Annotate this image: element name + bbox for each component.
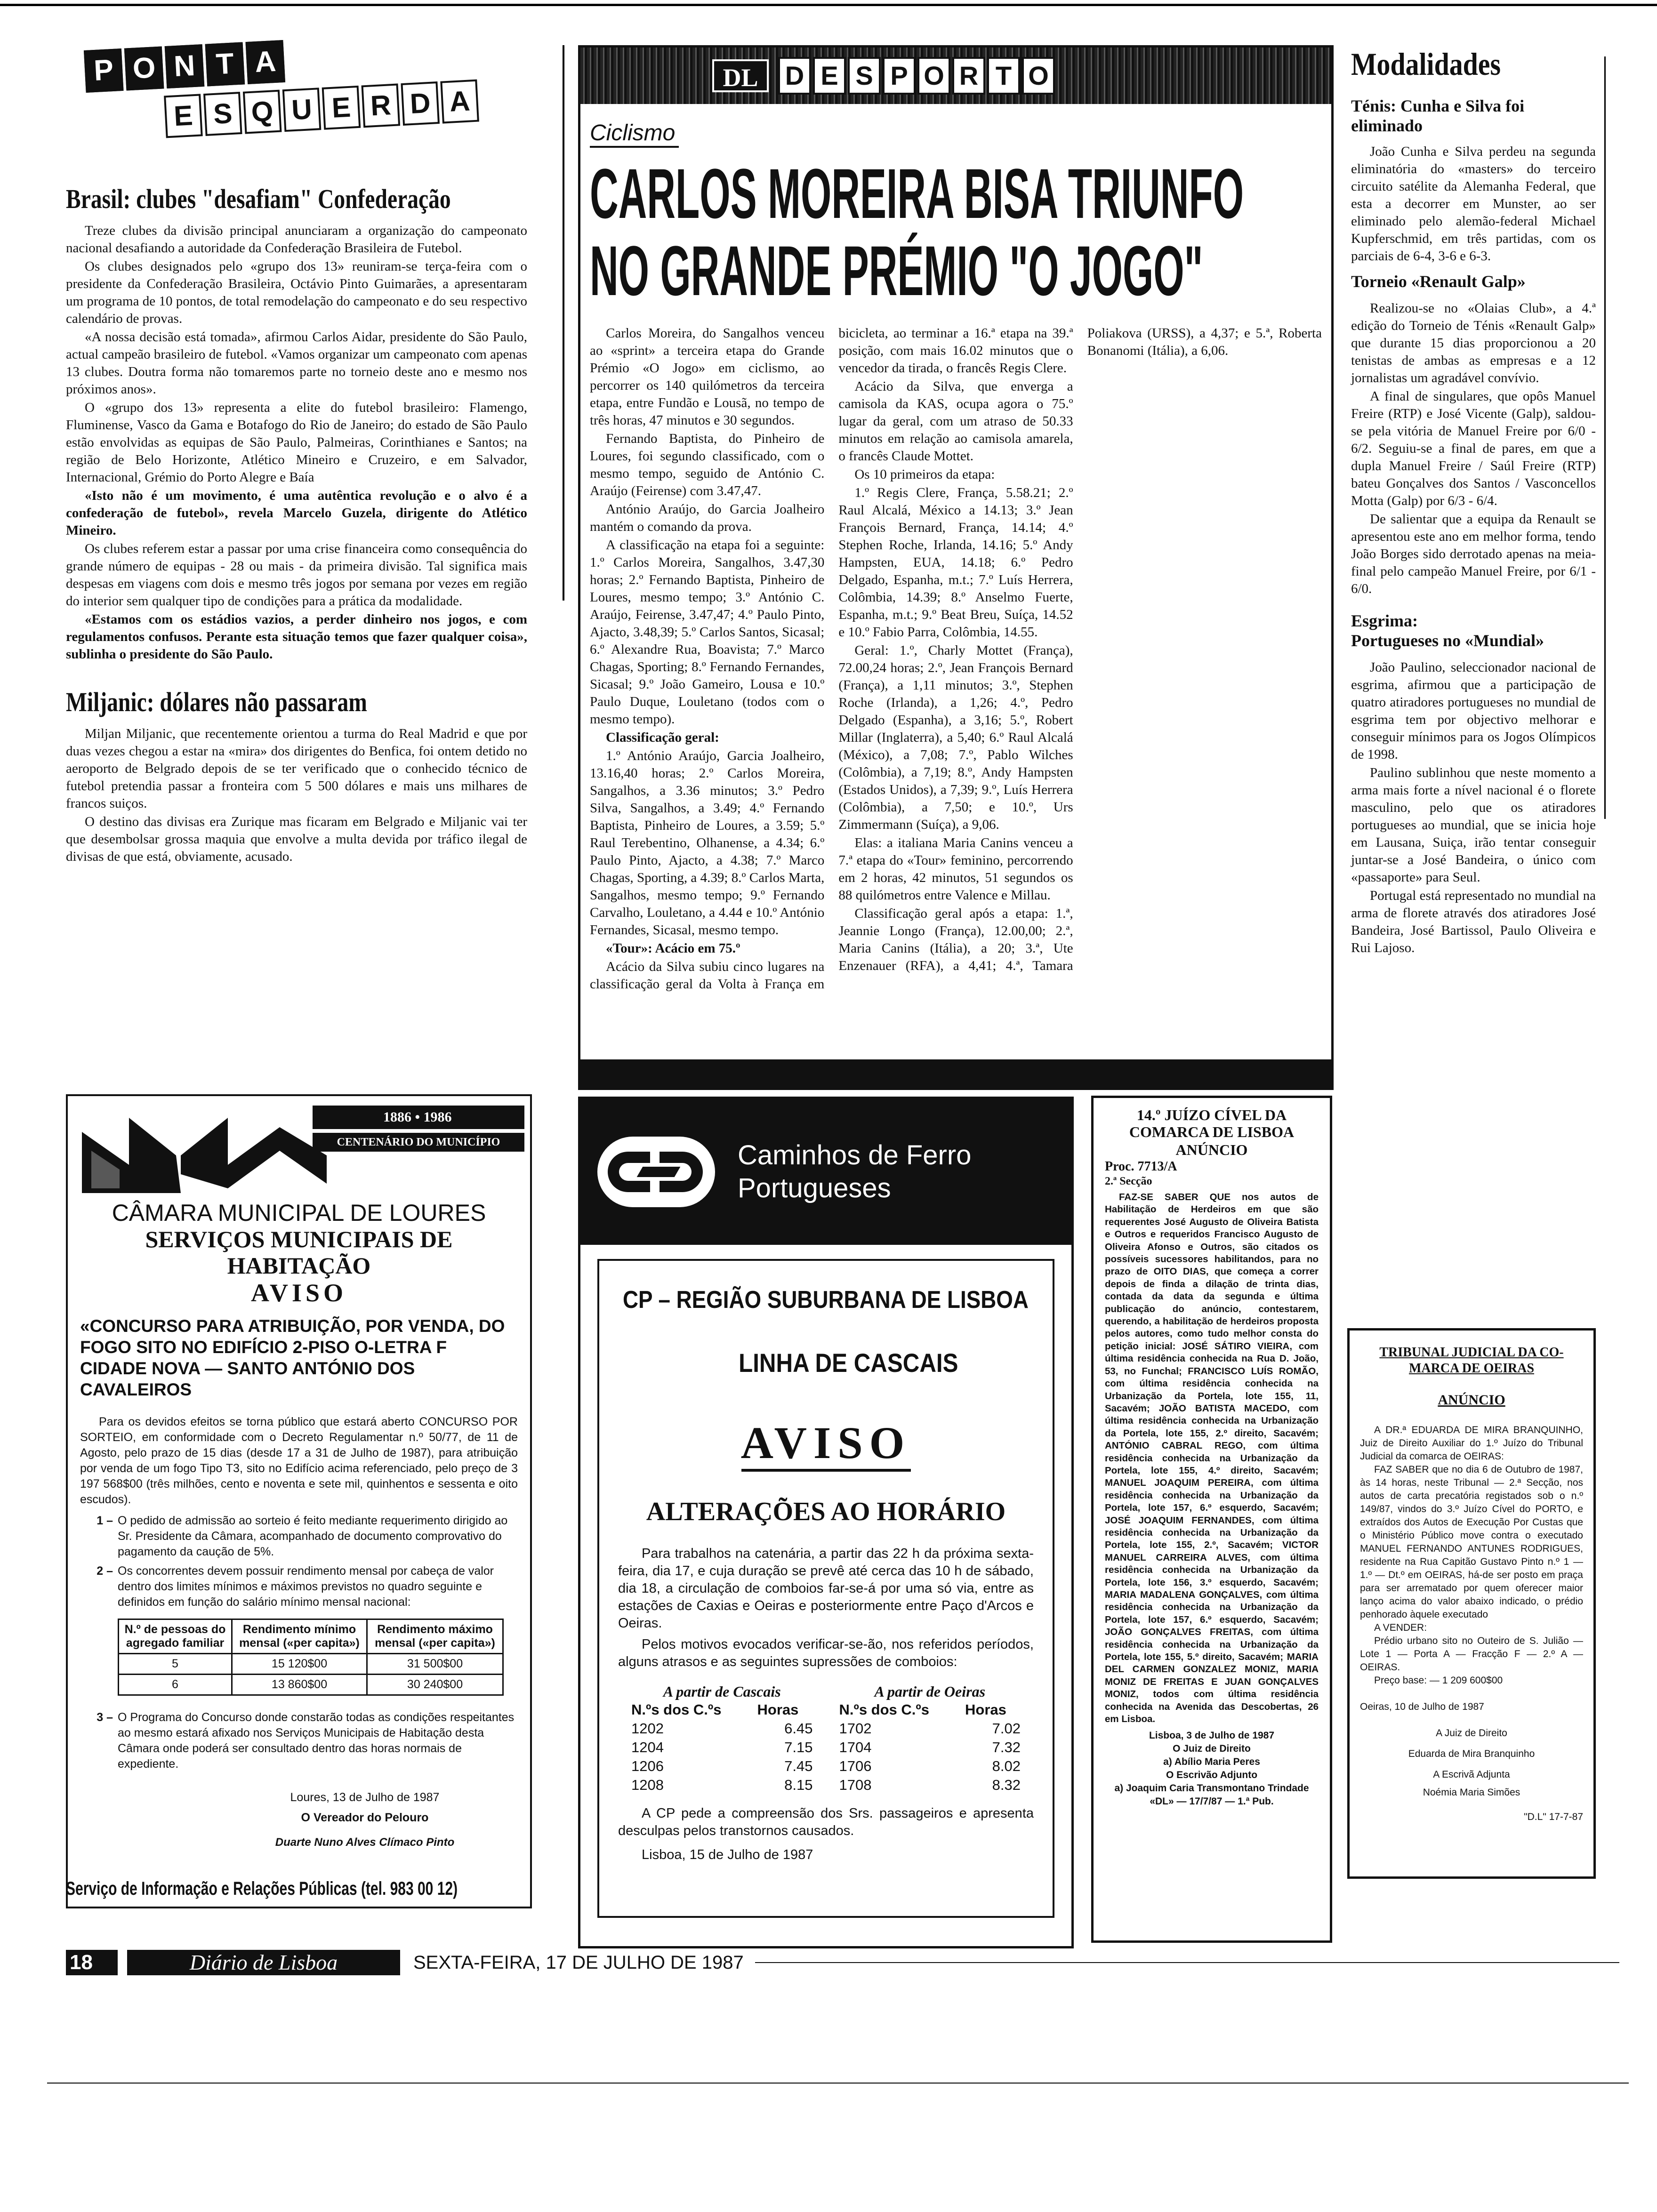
schedule-row	[836, 1757, 1025, 1776]
cp-name-line1: Caminhos de Ferro	[738, 1140, 972, 1170]
oeiras-date: Oeiras, 10 de Julho de 1987	[1360, 1701, 1484, 1712]
ciclismo-paragraph: Classificação geral:	[606, 730, 719, 745]
page-footer	[66, 1948, 1619, 1977]
train-number: 1208	[631, 1777, 664, 1793]
schedule-row	[836, 1719, 1025, 1738]
train-time: 7.02	[992, 1720, 1021, 1737]
desporto-letter: T	[987, 57, 1020, 95]
renault-paragraph: Realizou-se no «Olaias Club», a 4.ª edição do Torneio de Ténis «Renault Galp» que durante 15 dias proporcionou a 20 tenistas de ambas as empresas e a 12 jornalistas um agradável convívio.	[1351, 301, 1596, 385]
bottom-rule	[47, 2083, 1629, 2084]
juizo-date: Lisboa, 3 de Julho de 1987	[1149, 1730, 1275, 1741]
esgrima-paragraph: Paulino sublinhou que neste momento a arma mais forte a nível nacional é o florete masculino, pelo que os atiradores portugueses ao mundial, que se inicia hoje em Lausana, Suiça, irão tentar conseguir juntar-se a José Bandeira, o único com «passaporte» para Seul.	[1351, 765, 1596, 885]
desporto-letter: D	[778, 57, 811, 95]
ciclismo-paragraph: «Tour»: Acácio em 75.º	[606, 941, 740, 956]
ponta-esquerda-logo	[66, 45, 527, 172]
cp-header	[580, 1099, 1071, 1245]
habitacao-subtitle: SERVIÇOS MUNICIPAIS DE HABITAÇÃO	[145, 1226, 453, 1279]
cp-schedules	[618, 1683, 1034, 1795]
oeiras-juiz-name: Eduarda de Mira Branquinho	[1408, 1748, 1535, 1759]
train-number: 1702	[839, 1720, 872, 1737]
juizo-escrivao-role: O Escrivão Adjunto	[1166, 1770, 1258, 1781]
schedule-header: Horas	[965, 1701, 1006, 1718]
schedule-row	[627, 1738, 817, 1757]
brasil-paragraph: «Isto não é um movimento, é uma autêntica revolução e o alvo é a confederação de futebol», revela Marcelo Guzela, dirigente do Atlético Mineiro.	[66, 488, 527, 538]
ciclismo-paragraph: Carlos Moreira, do Sangalhos venceu ao «sprint» a terceira etapa do Grande Prémio «O Jogo» em ciclismo, ao percorrer os 140 quilómetros da terceira etapa, entre Fundão e Lousã, no tempo de três horas, 47 minutos e 30 segundos.	[590, 326, 825, 428]
ponta-letter: T	[205, 42, 245, 86]
brasil-paragraph: O «grupo dos 13» representa a elite do futebol brasileiro: Flamengo, Fluminense, Vasco da Gama e Botafogo do Rio de Janeiro; do estado de São Paulo estão envolvidas as equipas de São Paulo, Palmeiras, Corinthianes e Santos; na região de Belo Horizonte, Atlético Mineiro e Cruzeiro, e em Salvador, Internacional, Grémio do Porto Alegre e Baía	[66, 400, 527, 485]
tenis-headline: Ténis: Cunha e Silva foi eliminado	[1351, 96, 1525, 135]
ciclismo-paragraph: 1.º Regis Clere, França, 5.58.21; 2.º Raul Alcalá, México a 14.13; 3.º Jean François Bernard, França, 14.14; 4.º Stephen Roche, Irlanda, 14.16; 5.º Andy Hampsten, EUA, 14.18; 6.º Pedro Delgado, Espanha, m.t.; 7.º Luís Herrera, Colômbia, 14.39; 8.º Anselmo Fuerte, Espanha, m.t.; 9.º Beat Breu, Suíça, 14.52 e 10.º Fabio Parra, Colômbia, 14.55.	[838, 485, 1073, 640]
table-cell: 5	[119, 1654, 232, 1675]
cp-ad	[578, 1097, 1074, 1948]
cp-alteracoes: ALTERAÇÕES AO HORÁRIO	[646, 1497, 1006, 1526]
miljanic-headline: Miljanic: dólares não passaram	[66, 687, 367, 717]
esquerda-letter: A	[440, 80, 479, 124]
column-rule	[563, 45, 564, 601]
juizo-dl: «DL» — 17/7/87 — 1.ª Pub.	[1150, 1796, 1274, 1807]
tenis-paragraph: João Cunha e Silva perdeu na segunda eliminatória do «masters» do terceiro circuito satélite da Alemanha Federal, que esta a decorrer em Munster, ao ser eliminado pelo alemão-federal Michael Kupferschmid, em três partidas, com os parciais de 6-4, 3-6 e 6-3.	[1351, 144, 1596, 264]
ciclismo-paragraph: Acácio da Silva, que enverga a camisola da KAS, ocupa agora o 75.º lugar da geral, com um atraso de 50.33 minutos em relação ao camisola amarela, o francês Claude Mottet.	[838, 379, 1073, 464]
brasil-article-body	[66, 222, 527, 663]
brasil-paragraph: «A nossa decisão está tomada», afirmou Carlos Aidar, presidente do São Paulo, actual campeão brasileiro de futebol. «Vamos organizar um campeonato com apenas 13 clubes. Doutra forma não tomaremos parte no torneio deste ano e mesmo nos próximos anos».	[66, 329, 527, 397]
train-time: 8.02	[992, 1758, 1021, 1774]
loures-aviso: AVISO	[250, 1279, 347, 1307]
oeiras-dl: "D.L" 17-7-87	[1524, 1811, 1583, 1822]
cp-date: Lisboa, 15 de Julho de 1987	[642, 1847, 813, 1862]
item-3-number: 3 –	[97, 1711, 113, 1724]
loures-logo-icon	[72, 1099, 336, 1202]
brasil-paragraph: Treze clubes da divisão principal anunciaram a organização do campeonato nacional desafiando a autoridade da Confederação Brasileira de Futebol.	[66, 223, 527, 256]
desporto-letter: O	[917, 57, 950, 95]
desporto-headline-line1: CARLOS MOREIRA BISA TRIUNFO	[590, 154, 1244, 233]
juizo-escrivao-name: a) Joaquim Caria Transmontano Trindade	[1114, 1783, 1309, 1794]
cascais-title: A partir de Cascais	[663, 1683, 781, 1700]
juizo-body: FAZ-SE SABER QUE nos autos de Habilitação de Herdeiros em que são requerentes José Augusto de Oliveira Batista e Outros e requeridos Francisco Augusto de Oliveira Afonso e Outros, são citados os possíveis sucessores habilitandos, para no prazo de OITO DIAS, que começa a correr depois de finda a dilação de trinta dias, contada da data da segunda e última publicação do anúncio, contestarem, querendo, a habilitação de herdeiros proposta pelos autores, como tudo melhor consta do petição inicial: JOSÉ SÁTIRO VIEIRA, com última residência conhecida na Rua D. João, 53, no Funchal; FRANCISCO LUÍS ROMÃO, com última residência conhecida na Urbanização da Portela, lote 155, 11, Sacavém; JOÃO BATISTA MACEDO, com última residência conhecida na Urbanização da Portela, lote 155, 2.º direito, Sacavém; ANTÓNIO CABRAL REGO, com última residência conhecida na Urbanização da Portela, lote 155, 4.º direito, Sacavém; MANUEL JOAQUIM PEREIRA, com última residência conhecida na Urbanização da Portela, lote 157, 6.º esquerdo, Sacavém; JOSÉ JOAQUIM FERNANDES, com última residência conhecida na Urbanização da Portela, lote 155, 2.º, Sacavém; VICTOR MANUEL CARREIRA ALVES, com última residência conhecida na Urbanização da Portela, lote 156, 3.º esquerdo, Sacavém; MARIA MADALENA GONÇALVES, com última residência conhecida na Urbanização da Portela, lote 157, 6.º esquerdo, Sacavém; JOÃO GONÇALVES FREITAS, com última residência conhecida na Urbanização da Portela, lote 155, 5.º direito, Sacavém; MARIA DEL CARMEN GONZALEZ MONIZ, MARIA MONIZ DE FREITAS E JUAN GONÇALVES MONIZ, todos com última residência conhecida na Avenida das Descobertas, 26 em Lisboa.	[1105, 1192, 1319, 1725]
schedule-row	[627, 1776, 817, 1795]
oeiras-anuncio: ANÚNCIO	[1438, 1392, 1505, 1408]
renault-paragraph: A final de singulares, que opôs Manuel Freire (RTP) e José Vicente (Galp), saldou-se pela vitória de Manuel Freire por 6/0 - 6/2. Seguiu-se a final de pares, em que a dupla Manuel Freire / Saúl Freire (RTP) bateu Gonçalves dos Santos / Vasconcellos Motta (Galp) por 6/3 - 6/4.	[1351, 389, 1596, 508]
juizo-anuncio: ANÚNCIO	[1175, 1141, 1248, 1158]
train-number: 1202	[631, 1720, 664, 1737]
item-3-text: O Programa do Concurso donde constarão todas as condições respeitantes ao mesmo estará afixado nos Serviços Municipais de Habitação desta Câmara onde poderá ser consultado dentro das horas normais de expediente.	[118, 1711, 515, 1771]
schedule-row	[836, 1738, 1025, 1757]
relacoes-publicas-footer: Serviço de Informação e Relações Públicas (tel. 983 00 12)	[66, 1878, 458, 1899]
brasil-paragraph: Os clubes referem estar a passar por uma crise financeira como consequência do grande número de equipas - 28 ou mais - da primeira divisão. Tal significa mais despesas em viagens com dois e mesmo três jogos por semana por vezes em região do interior sem qualquer tipo de condições para a prática da modalidade.	[66, 541, 527, 609]
esquerda-letter: D	[401, 81, 440, 126]
dl-logo: DL	[712, 59, 769, 92]
schedule-header: Horas	[757, 1701, 799, 1718]
item-1-text: O pedido de admissão ao sorteio é feito mediante requerimento dirigido ao Sr. Presidente da Câmara, acompanhado de documento comprovativo do pagamento da caução de 5%.	[118, 1514, 508, 1558]
table-cell: 31 500$00	[367, 1654, 503, 1675]
schedule-header: N.ºs dos C.ºs	[631, 1701, 722, 1718]
ciclismo-article-body	[590, 325, 1322, 998]
loures-ad	[66, 1094, 532, 1908]
miljanic-paragraph: Miljan Miljanic, que recentemente orientou a turma do Real Madrid e que por duas vezes chegou a estar na «mira» dos dirigentes do Benfica, foi ontem detido no aeroporto de Belgrado depois de se ter verificado que o conhecido técnico de futebol pretendia passar a fronteira com 5 500 dólares e mais uns milhares de francos suiços.	[66, 726, 527, 811]
ponta-letter: N	[165, 44, 205, 88]
concurso-item-3	[80, 1710, 518, 1772]
table-header-cell: Rendimento máximo mensal («per capita»)	[367, 1619, 503, 1654]
schedule-row	[627, 1757, 817, 1776]
train-time: 8.32	[992, 1777, 1021, 1793]
modalidades-header: Modalidades	[1351, 46, 1501, 82]
schedule-row	[836, 1776, 1025, 1795]
oeiras-escriva-name: Noémia Maria Simões	[1423, 1787, 1520, 1798]
oeiras-table	[836, 1700, 1025, 1795]
renault-galp-headline: Torneio «Renault Galp»	[1351, 272, 1526, 291]
concurso-item-1	[80, 1513, 518, 1560]
train-time: 8.15	[784, 1777, 813, 1793]
train-number: 1206	[631, 1758, 664, 1774]
brasil-paragraph: «Estamos com os estádios vazios, a perder dinheiro nos jogos, e com regulamentos confusos. Perante esta situação temos que fazer qualquer coisa», sublinha o presidente do São Paulo.	[66, 612, 527, 662]
oeiras-title-line2: MARCA DE OEIRAS	[1408, 1361, 1535, 1376]
esgrima-paragraph: Portugal está representado no mundial na arma de florete através dos atiradores José Bandeira, José Bartissol, Paulo Oliveira e Rui Lajoso.	[1351, 888, 1596, 955]
right-edge-rule	[1604, 56, 1606, 819]
cp-paragraph-1: Para trabalhos na catenária, a partir das 22 h da próxima sexta-feira, dia 17, e cuja duração se prevê até cerca das 10 h de sábado, dia 18, a circulação de comboios far-se-á por uma só via, entre as estações de Caxias e Oeiras e posteriormente entre Paço d'Arcos e Oeiras.	[618, 1546, 1034, 1631]
cp-logo-icon	[597, 1137, 715, 1207]
cp-paragraph-3: A CP pede a compreensão dos Srs. passageiros e apresenta desculpas pelos transtornos causados.	[618, 1806, 1034, 1838]
esquerda-letter: S	[203, 92, 242, 136]
concurso-title: «CONCURSO PARA ATRIBUIÇÃO, POR VENDA, DO FOGO SITO NO EDIFÍCIO 2-PISO O-LETRA F CIDADE NOVA — SANTO ANTÓNIO DOS CAVALEIROS	[80, 1316, 505, 1399]
ponta-letter: O	[124, 46, 164, 90]
train-time: 7.32	[992, 1739, 1021, 1755]
vereador-name: Duarte Nuno Alves Clímaco Pinto	[275, 1836, 455, 1849]
cp-aviso: AVISO	[740, 1418, 911, 1468]
vereador-role: O Vereador do Pelouro	[301, 1811, 429, 1824]
cp-paragraph-2: Pelos motivos evocados verificar-se-ão, nos referidos períodos, alguns atrasos e as seguintes supressões de comboios:	[618, 1637, 1034, 1669]
juizo-seccao: 2.ª Secção	[1105, 1175, 1152, 1187]
ciclismo-paragraph: Classificação geral após a etapa: 1.ª, Jeannie Longo (França), 12.00,00; 2.ª, Maria Canins (Itália), a 20; 3.ª, Ute Enzenauer (RFA), a 4,41; 4.ª, Tamara Poliakova (URSS), a 4,37; e 5.ª, Roberta Bonanomi (Itália), a 6,06.	[838, 326, 1322, 973]
oeiras-title: A partir de Oeiras	[874, 1683, 986, 1700]
desporto-letter: R	[952, 57, 985, 95]
train-time: 7.45	[784, 1758, 813, 1774]
juizo-title-line1: 14.º JUÍZO CÍVEL DA	[1136, 1106, 1287, 1123]
esgrima-subheadline: Portugueses no «Mundial»	[1351, 631, 1544, 650]
top-rule	[0, 4, 1657, 6]
table-row	[119, 1675, 503, 1695]
oeiras-preco: Preço base: — 1 209 600$00	[1374, 1675, 1503, 1686]
oeiras-escriva-role: A Escrivã Adjunta	[1433, 1769, 1510, 1780]
cascais-table	[627, 1700, 817, 1795]
schedule-row	[627, 1719, 817, 1738]
desporto-title	[778, 57, 1055, 95]
train-number: 1204	[631, 1739, 664, 1755]
train-number: 1708	[839, 1777, 872, 1793]
train-number: 1706	[839, 1758, 872, 1774]
juizo-juiz-name: a) Abílio Maria Peres	[1163, 1756, 1260, 1768]
miljanic-article-body	[66, 725, 527, 866]
table-header-cell: Rendimento mínimo mensal («per capita»)	[232, 1619, 367, 1654]
table-cell: 6	[119, 1675, 232, 1695]
table-row	[119, 1654, 503, 1675]
concurso-intro: Para os devidos efeitos se torna público que estará aberto CONCURSO POR SORTEIO, em conformidade com o Decreto Regulamentar n.º 50/77, de 11 de Agosto, pelo prazo de 15 dias (desde 17 a 31 de Julho de 1987), para atribuição por venda de um fogo Tipo T3, sito no Edifício acima referenciado, pelo preço de 3 197 568$00 (três milhões, cento e noventa e sete mil, quinhentos e sessenta e oito escudos).	[80, 1415, 518, 1506]
esquerda-title	[164, 80, 479, 138]
esquerda-letter: Q	[243, 90, 282, 134]
esquerda-letter: U	[282, 88, 322, 132]
centenario-label: CENTENÁRIO DO MUNICÍPIO	[313, 1133, 524, 1152]
ciclismo-paragraph: Geral: 1.º, Charly Mottet (França), 72.00,24 horas; 2.º, Jean François Bernard (França), a 1,11 minutos; 3.º, Stephen Roche (Irlanda), a 1,26; 4.º, Pedro Delgado (Espanha), a 3,16; 5.º, Robert Millar (Inglaterra), a 5,40; 6.º Raul Alcalá (México), a 7,08; 7.º, Pablo Wilches (Colômbia), a 7,19; 8.º, Andy Hampsten (Estados Unidos), a 7,39; 9.º, Luís Herrera (Colômbia), a 7,50; e 10.º, Urs Zimmermann (Suíça), a 9,06.	[838, 643, 1073, 832]
table-cell: 30 240$00	[367, 1675, 503, 1695]
camara-title: CÂMARA MUNICIPAL DE LOURES	[112, 1200, 486, 1226]
oeiras-tribunal-notice	[1347, 1328, 1596, 1879]
item-1-number: 1 –	[97, 1514, 113, 1527]
oeiras-juiz-role: A Juiz de Direito	[1436, 1728, 1507, 1739]
concurso-item-2	[80, 1563, 518, 1610]
brasil-paragraph: Os clubes designados pelo «grupo dos 13» reuniram-se terça-feira com o presidente da Confederação Brasileira, Octávio Pinto Guimarães, a apresentaram um programa de 10 pontos, de total remodelação do campeonato e do seu respectivo calendário de provas.	[66, 259, 527, 326]
esquerda-letter: R	[362, 83, 401, 128]
train-time: 7.15	[784, 1739, 813, 1755]
paper-title: Diário de Lisboa	[127, 1950, 400, 1975]
ciclismo-paragraph: Os 10 primeiros da etapa:	[854, 467, 995, 482]
renault-galp-body	[1351, 300, 1596, 598]
esgrima-paragraph: João Paulino, seleccionador nacional de esgrima, afirmou que a participação de quatro atiradores portugueses no mundial de esgrima tem por objectivo melhorar e conseguir mínimos para os Jogos Olímpicos de 1998.	[1351, 660, 1596, 762]
ciclismo-kicker: Ciclismo	[590, 120, 679, 148]
desporto-headline-line2: NO GRANDE PRÉMIO "O JOGO"	[590, 231, 1203, 310]
cp-region: CP – REGIÃO SUBURBANA DE LISBOA	[623, 1286, 1029, 1314]
centenario-years: 1886 • 1986	[313, 1106, 524, 1129]
oeiras-paragraph-1: A DR.ª EDUARDA DE MIRA BRANQUINHO, Juiz de Direito Auxiliar do 1.º Juízo do Tribunal Judicial da comarca de OEIRAS:	[1360, 1425, 1583, 1462]
brasil-headline: Brasil: clubes "desafiam" Confederação	[66, 184, 451, 214]
oeiras-paragraph-4: Prédio urbano sito no Outeiro de S. Julião — Lote 1 — Porta A — Fracção F — 2.º A — OEIRAS.	[1360, 1635, 1583, 1673]
rendimento-table	[118, 1619, 504, 1696]
desporto-banner	[580, 48, 1331, 104]
page-number: 18	[66, 1950, 118, 1975]
juizo-title-line2: COMARCA DE LISBOA	[1129, 1123, 1295, 1140]
loures-date: Loures, 13 de Julho de 1987	[290, 1791, 440, 1804]
ciclismo-paragraph: Acácio da Silva subiu cinco lugares na classificação geral da Volta à França em bicicleta, ao terminar a 16.ª etapa na 39.ª posição, com mais 16.02 minutos que o vencedor da tirada, o francês Regis Clere.	[590, 326, 1073, 992]
miljanic-paragraph: O destino das divisas era Zurique mas ficaram em Belgrado e Miljanic vai ter que desembolsar grossa maquia que envolve a multa devida por tráfico ilegal de divisas de que está, obviamente, acusado.	[66, 814, 527, 864]
train-time: 6.45	[784, 1720, 813, 1737]
esquerda-letter: E	[164, 94, 203, 138]
desporto-section	[578, 45, 1334, 1090]
ciclismo-paragraph: Fernando Baptista, do Pinheiro de Loures, foi segundo classificado, com o mesmo tempo, seguido de António C. Araújo (Feirense) com 3.47,47.	[590, 431, 825, 498]
table-header-cell: N.º de pessoas do agregado familiar	[119, 1619, 232, 1654]
cp-company-name	[738, 1139, 971, 1205]
renault-paragraph: De salientar que a equipa da Renault se apresentou este ano em melhor forma, tendo João Borges sido derrotado apenas na meia-final pelo campeão Manuel Freire, por 6/1 - 6/0.	[1351, 512, 1596, 596]
desporto-bottom-bar	[580, 1059, 1331, 1088]
schedule-header: N.ºs dos C.ºs	[839, 1701, 929, 1718]
ciclismo-paragraph: A classificação na etapa foi a seguinte: 1.º Carlos Moreira, Sangalhos, 3.47,30 horas; 2.º Fernando Baptista, Pinheiro de Loures, mesmo tempo; 3.º António C. Araújo, Feirense, 3.47,47; 4.º Paulo Pinto, Ajacto, 3.48,39; 5.º Carlos Santos, Sicasal; 6.º Alexandre Rua, Boavista; 7.º Marco Chagas, Sporting; 8.º Fernando Fernandes, Sicasal; 9.º João Gameiro, Lousa e 10.º Paulo Duque, Louletano (todos com o mesmo tempo).	[590, 537, 825, 727]
ciclismo-paragraph: António Araújo, do Garcia Joalheiro mantém o comando da prova.	[590, 502, 825, 534]
juizo-civel-notice	[1091, 1096, 1332, 1943]
table-cell: 13 860$00	[232, 1675, 367, 1695]
item-2-number: 2 –	[97, 1564, 113, 1578]
juizo-signatures	[1105, 1729, 1319, 1808]
modalidades-section	[1351, 45, 1596, 1316]
ponta-letter: P	[84, 48, 124, 93]
esgrima-headline: Esgrima:	[1351, 611, 1418, 630]
oeiras-paragraph-2: FAZ SABER que no dia 6 de Outubro de 1987, às 14 horas, neste Tribunal — 2.ª Secção, nos autos de carta precatória registados sob o n.º 149/87, vindos do 3.º Juízo Cível do PORTO, e extraídos dos Autos de Execução Por Custas que o Ministério Público move contra o executado MANUEL FERNANDO ANTUNES RODRIGUES, residente na Rua Capitão Gustavo Pinto n.º 1 — 1.º — Dt.º em OEIRAS, há-de ser posto em praça para ser arrematado por quem oferecer maior lanço acima do valor abaixo indicado, o prédio penhorado àquele executado	[1360, 1464, 1583, 1620]
oeiras-paragraph-3: A VENDER:	[1374, 1622, 1427, 1633]
cp-name-line2: Portugueses	[738, 1173, 891, 1203]
item-2-text: Os concorrentes devem possuir rendimento mensal por cabeça de valor dentro dos limites mínimos e máximos previstos no quadro seguinte e definidos em função do salário mínimo mensal nacional:	[118, 1564, 494, 1609]
ponta-title	[84, 40, 285, 93]
esgrima-body	[1351, 659, 1596, 957]
desporto-letter: P	[883, 57, 916, 95]
ciclismo-paragraph: 1.º António Araújo, Garcia Joalheiro, 13.16,40 horas; 2.º Carlos Moreira, Sangalhos, a 3.36 minutos; 3.º Pedro Silva, Sangalhos, a 3.49; 4.º Fernando Baptista, Pinheiro de Loures, a 3.59; 5.º Raul Terebentino, Olhanense, a 4.34; 6.º Paulo Pinto, Ajacto, a 4.38; 7.º Marco Chagas, Sporting, a 4.39; 8.º Carlos Marta, Sangalhos, mesmo tempo; 9.º Fernando Carvalho, Louletano, a 4.44 e 10.º António Fernandes, Sicasal, mesmo tempo.	[590, 748, 825, 938]
desporto-letter: S	[848, 57, 881, 95]
juizo-juiz-role: O Juiz de Direito	[1173, 1743, 1251, 1755]
desporto-letter: O	[1022, 57, 1055, 95]
cascais-schedule	[627, 1683, 817, 1795]
oeiras-title-line1: TRIBUNAL JUDICIAL DA CO-	[1379, 1345, 1564, 1360]
table-cell: 15 120$00	[232, 1654, 367, 1675]
oeiras-schedule	[836, 1683, 1025, 1795]
ponta-esquerda-section	[66, 45, 527, 1133]
cp-notice	[597, 1259, 1054, 1918]
juizo-proc: Proc. 7713/A	[1105, 1159, 1177, 1174]
esquerda-letter: E	[322, 86, 361, 130]
footer-date: SEXTA-FEIRA, 17 DE JULHO DE 1987	[413, 1952, 744, 1973]
ciclismo-paragraph: Elas: a italiana Maria Canins venceu a 7.ª etapa do «Tour» feminino, percorrendo em 2 horas, 42 minutos, 51 segundos os 88 quilómetros entre Valence e Millau.	[838, 835, 1073, 903]
train-number: 1704	[839, 1739, 872, 1755]
desporto-letter: E	[813, 57, 846, 95]
ponta-letter: A	[245, 40, 285, 84]
cp-linha: LINHA DE CASCAIS	[739, 1348, 958, 1378]
